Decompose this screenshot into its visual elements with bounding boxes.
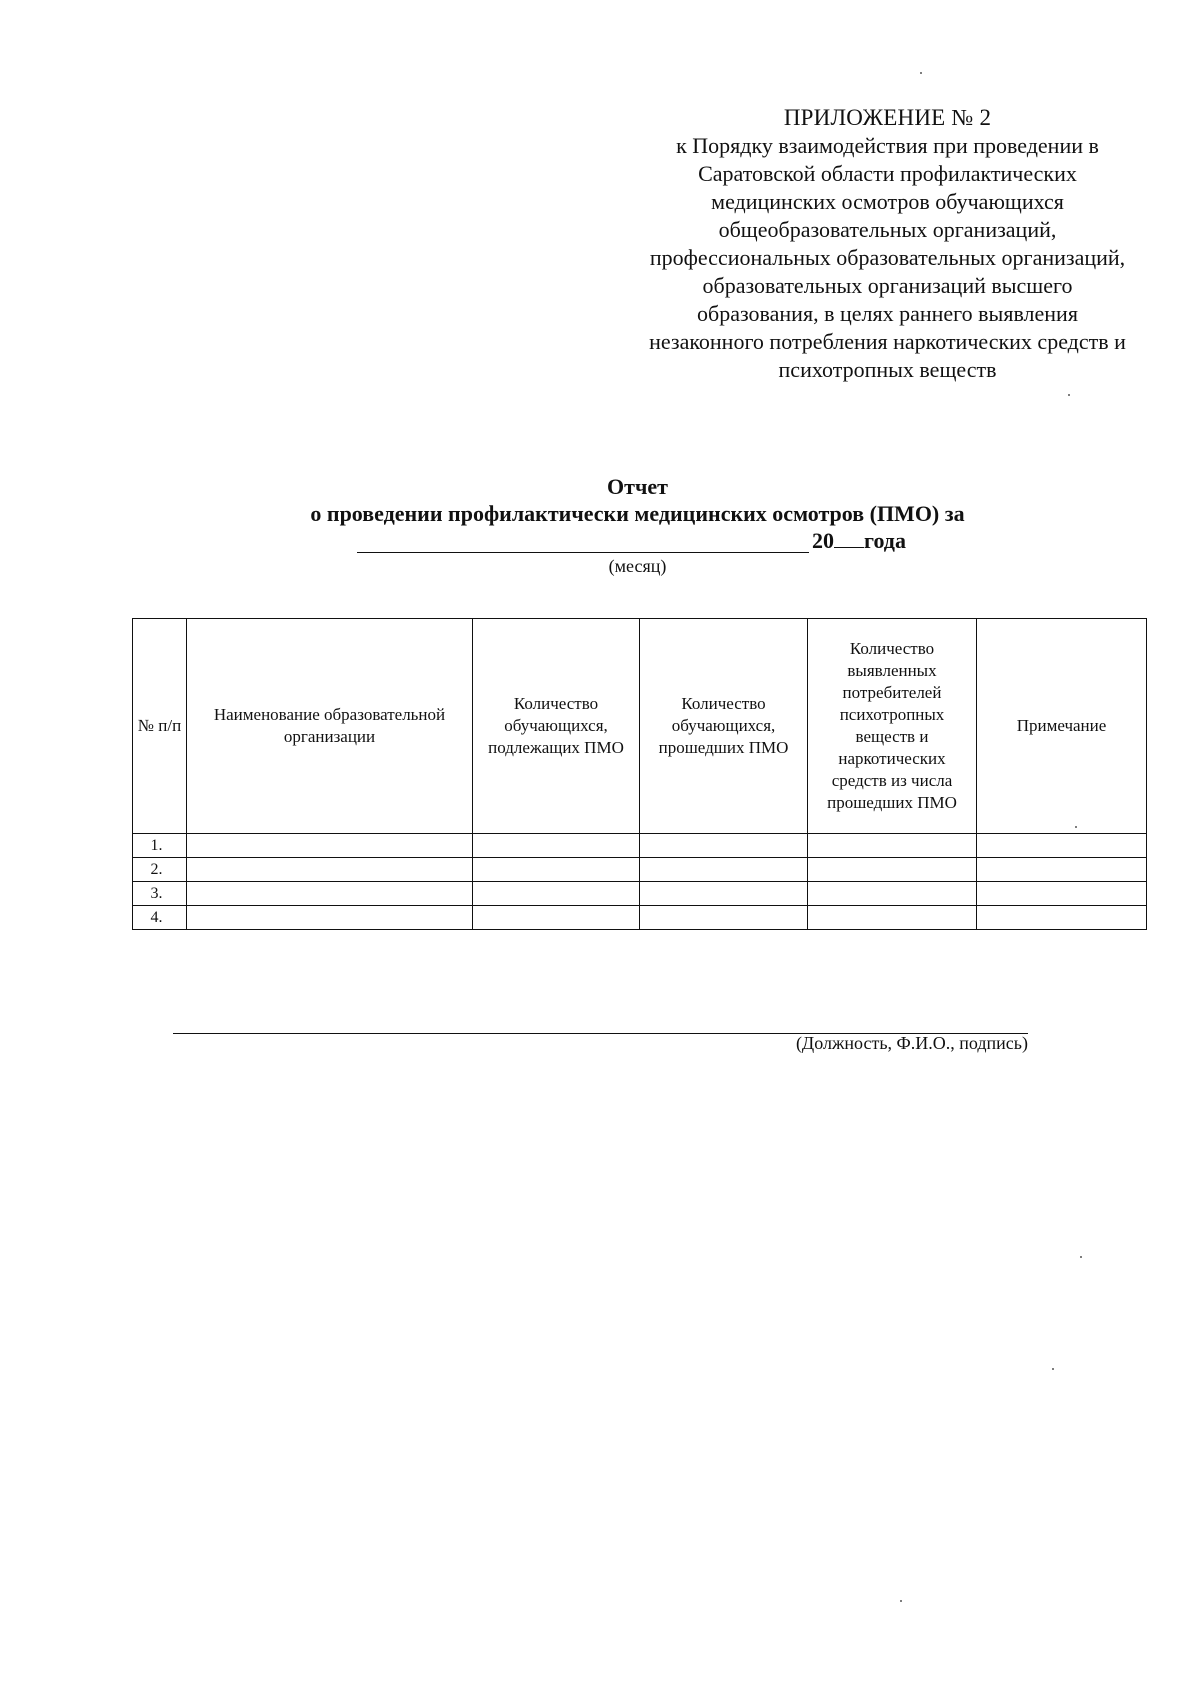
column-header-detected-count: Количество выявленных потребителей психотропных веществ и наркотических средств из числа прошедших ПМО — [808, 619, 977, 834]
table-cell — [187, 858, 473, 882]
report-table — [132, 618, 1147, 930]
appendix-line: общеобразовательных организаций, — [718, 217, 1057, 242]
appendix-line: медицинских осмотров обучающихся — [711, 189, 1064, 214]
scan-speck — [1052, 1368, 1054, 1370]
table-cell — [640, 906, 808, 930]
table-cell — [808, 834, 977, 858]
table-row — [133, 858, 1147, 882]
scan-speck — [920, 72, 922, 74]
appendix-line: образовательных организаций высшего — [702, 273, 1073, 298]
table-cell — [808, 858, 977, 882]
report-title: Отчет — [607, 474, 668, 499]
year-suffix: года — [864, 528, 906, 553]
scan-speck — [1075, 826, 1077, 828]
table-cell — [977, 906, 1147, 930]
column-header-number: № п/п — [133, 619, 187, 834]
scan-speck — [1080, 1256, 1082, 1258]
report-subtitle: о проведении профилактически медицинских осмотров (ПМО) за — [310, 501, 965, 526]
appendix-line: профессиональных образовательных организаций, — [649, 245, 1126, 270]
appendix-header — [600, 104, 1175, 384]
appendix-line: Саратовской области профилактических — [698, 161, 1077, 186]
table-cell — [977, 834, 1147, 858]
row-number: 3. — [133, 882, 187, 906]
table-row — [133, 906, 1147, 930]
column-header-notes: Примечание — [977, 619, 1147, 834]
column-header-organization: Наименование образовательной организации — [187, 619, 473, 834]
scan-speck — [1068, 394, 1070, 396]
month-blank-line — [357, 552, 809, 553]
column-header-passed-count: Количество обучающихся, прошедших ПМО — [640, 619, 808, 834]
table-cell — [977, 882, 1147, 906]
table-cell — [473, 834, 640, 858]
table-header-row — [133, 619, 1147, 834]
table-cell — [640, 834, 808, 858]
column-header-subject-count: Количество обучающихся, подлежащих ПМО — [473, 619, 640, 834]
table-cell — [808, 906, 977, 930]
signature-caption: (Должность, Ф.И.О., подпись) — [795, 1033, 1028, 1053]
table-cell — [187, 834, 473, 858]
table-row — [133, 882, 1147, 906]
table-cell — [640, 882, 808, 906]
table-cell — [473, 858, 640, 882]
table-cell — [977, 858, 1147, 882]
row-number: 2. — [133, 858, 187, 882]
year-blank-line — [834, 529, 864, 548]
table-cell — [473, 882, 640, 906]
appendix-line: образования, в целях раннего выявления — [697, 301, 1078, 326]
appendix-line: к Порядку взаимодействия при проведении в — [676, 133, 1099, 158]
table-cell — [640, 858, 808, 882]
appendix-line: психотропных веществ — [778, 357, 997, 382]
report-period-line — [357, 528, 917, 558]
table-cell — [808, 882, 977, 906]
row-number: 1. — [133, 834, 187, 858]
scan-speck — [900, 1600, 902, 1602]
table-cell — [187, 906, 473, 930]
row-number: 4. — [133, 906, 187, 930]
report-heading — [200, 473, 1075, 527]
table-cell — [473, 906, 640, 930]
year-field — [812, 528, 906, 554]
table-cell — [187, 882, 473, 906]
year-prefix: 20 — [812, 528, 834, 553]
appendix-title: ПРИЛОЖЕНИЕ № 2 — [783, 105, 992, 130]
appendix-line: незаконного потребления наркотических средств и — [649, 329, 1126, 354]
table-row — [133, 834, 1147, 858]
month-hint: (месяц) — [608, 556, 667, 576]
